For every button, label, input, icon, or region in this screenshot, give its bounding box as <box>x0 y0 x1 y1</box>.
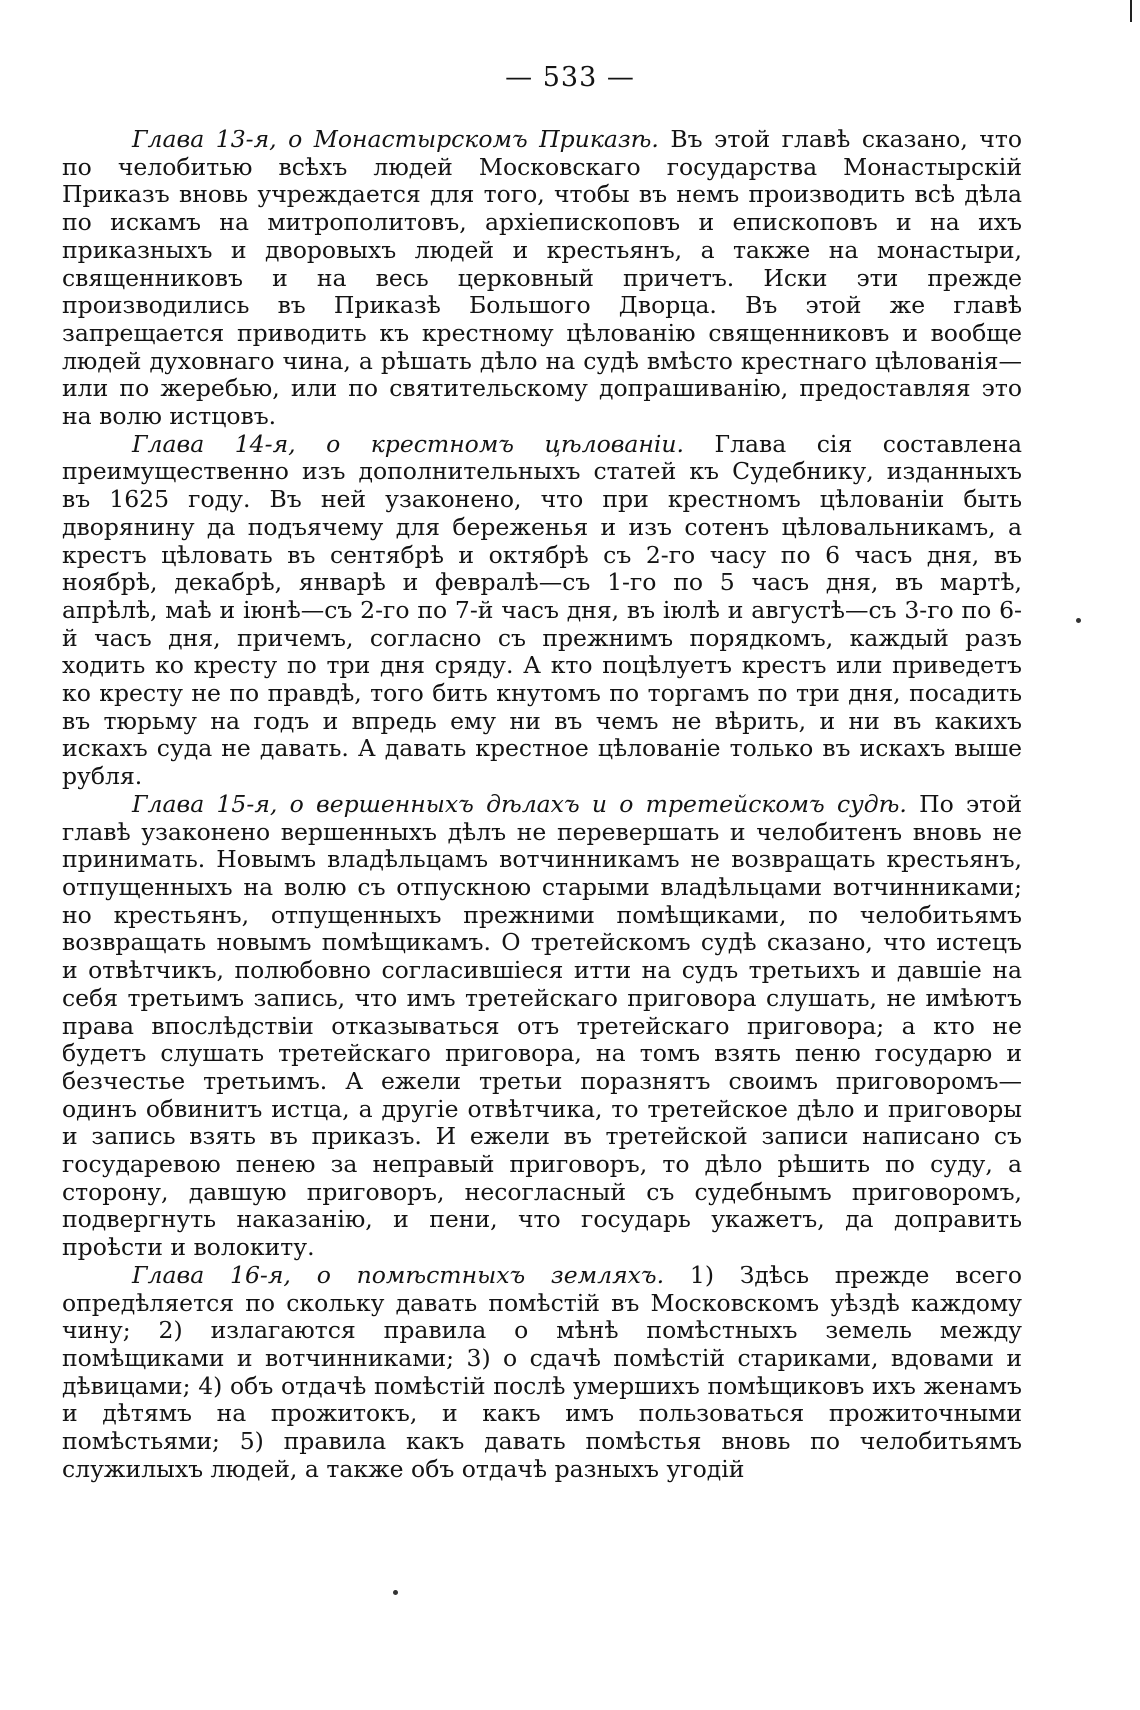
paragraph-chapter-13 <box>62 126 1022 431</box>
ink-speck <box>393 1590 398 1595</box>
page-number: — 533 — <box>505 62 635 93</box>
chapter-title: Глава 14-я, о крестномъ цѣлованіи. <box>132 429 685 458</box>
chapter-title: Глава 13-я, о Монастырскомъ Приказѣ. <box>132 125 659 153</box>
paragraph-chapter-16 <box>62 1262 1022 1484</box>
paragraph-chapter-15 <box>62 791 1022 1262</box>
paragraph-text: Въ этой главѣ сказано, что по челобитью всѣхъ людей Московскаго государства Монастырскій Приказъ вновь учреждается для того, чтобы въ немъ производить всѣ дѣла по искамъ на митрополитовъ, архіепископовъ и епископовъ и на ихъ приказныхъ и дворовыхъ людей и крестьянъ, а также на монастыри, священниковъ и на весь церковный причетъ. Иски эти прежде производились въ Приказѣ Большого Дворца. Въ этой же главѣ запрещается приводить къ крестному цѣлованію священниковъ и вообще людей духовнаго чина, а рѣшать дѣло на судѣ вмѣсто крестнаго цѣлованія—или по жеребью, или по святительскому допрашиванію, предоставляя это на волю истцовъ. <box>62 125 1022 431</box>
paragraph-text: 1) Здѣсь прежде всего опредѣляется по скольку давать помѣстій въ Московскомъ уѣздѣ каждому чину; 2) излагаются правила о мѣнѣ помѣстныхъ земель между помѣщиками и вотчинниками; 3) о сдачѣ помѣстій стариками, вдовами и дѣвицами; 4) объ отдачѣ помѣстій послѣ умершихъ помѣщиковъ ихъ женамъ и дѣтямъ на прожитокъ, и какъ имъ пользоваться прожиточными помѣстьями; 5) правила какъ давать помѣстья вновь по челобитьямъ служилыхъ людей, а также объ отдачѣ разныхъ угодій <box>62 1260 1022 1483</box>
page-edge-mark <box>1130 0 1132 22</box>
paragraph-text: По этой главѣ узаконено вершенныхъ дѣлъ не перевершать и челобитенъ вновь не принимать. Новымъ владѣльцамъ вотчинникамъ не возвращать крестьянъ, отпущенныхъ на волю съ отпускною старыми владѣльцами вотчинниками; но крестьянъ, отпущенныхъ прежними помѣщиками, по челобитьямъ возвращать новымъ помѣщикамъ. О третейскомъ судѣ сказано, что истецъ и отвѣтчикъ, полюбовно согласившіеся итти на судъ третьихъ и давшіе на себя третьимъ запись, что имъ третейскаго приговора слушать, не имѣютъ права впослѣдствіи отказываться отъ третейскаго приговора; а кто не будетъ слушать третейскаго приговора, на томъ взять пеню государю и безчестье третьимъ. А ежели третьи поразнятъ своимъ приговоромъ—одинъ обвинитъ истца, а другіе отвѣтчика, то третейское дѣло и приговоры и запись взять въ приказъ. И ежели въ третейской записи написано съ государевою пенею за неправый приговоръ, то дѣло рѣшить по суду, а сторону, давшую приговоръ, несогласный съ судебнымъ приговоромъ, подвергнуть наказанію, и пени, что государь укажетъ, да доправить проѣсти и волокиту. <box>62 789 1022 1262</box>
ink-speck <box>1076 618 1081 623</box>
chapter-title: Глава 16-я, о помѣстныхъ земляхъ. <box>132 1260 665 1289</box>
paragraph-chapter-14 <box>62 431 1022 791</box>
paragraph-text: Глава сія составлена преимущественно изъ дополнительныхъ статей къ Судебнику, изданныхъ въ 1625 году. Въ ней узаконено, что при крестномъ цѣлованіи быть дворянину да подъячему для береженья и изъ сотенъ цѣловальникамъ, а крестъ цѣловать въ сентябрѣ и октябрѣ съ 2-го часу по 6 часъ дня, въ ноябрѣ, декабрѣ, январѣ и февралѣ—съ 1-го по 5 часъ дня, въ мартѣ, апрѣлѣ, маѣ и іюнѣ—съ 2-го по 7-й часъ дня, въ іюлѣ и августѣ—съ 3-го по 6-й часъ дня, причемъ, согласно съ прежнимъ порядкомъ, каждый разъ ходить ко кресту по три дня сряду. А кто поцѣлуетъ крестъ или приведетъ ко кресту не по правдѣ, того бить кнутомъ по торгамъ по три дня, посадить въ тюрьму на годъ и впредь ему ни въ чемъ не вѣрить, и ни въ какихъ искахъ суда не давать. А давать крестное цѣлованіе только въ искахъ выше рубля. <box>62 429 1023 791</box>
chapter-title: Глава 15-я, о вершенныхъ дѣлахъ и о третейскомъ судѣ. <box>132 789 907 818</box>
body-text <box>62 126 1022 1483</box>
